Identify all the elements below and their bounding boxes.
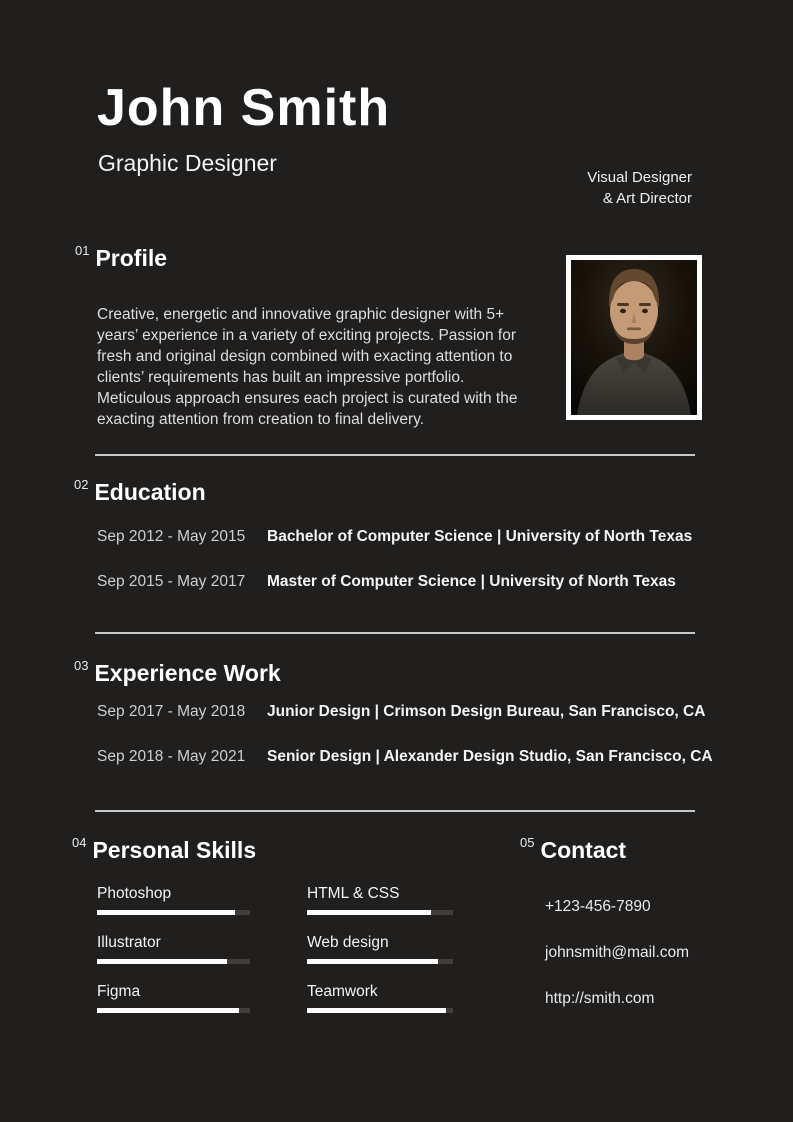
tagline-line-2: & Art Director — [602, 190, 692, 207]
skill-bar-track — [97, 1008, 250, 1013]
contact-email: johnsmith@mail.com — [545, 944, 690, 961]
section-head-education — [74, 477, 206, 504]
person-name: John Smith — [97, 79, 391, 137]
experience-dates: Sep 2017 - May 2018 — [97, 703, 246, 720]
skill-label: HTML & CSS — [307, 885, 400, 902]
section-head-experience — [74, 658, 281, 685]
skill-bar-fill — [97, 910, 235, 915]
section-heading-experience: Experience Work — [94, 660, 281, 686]
skill-web-design — [307, 934, 453, 964]
skill-figma — [97, 983, 250, 1013]
skills-column-1 — [97, 885, 250, 1032]
skill-label: Teamwork — [307, 983, 378, 1000]
skill-teamwork — [307, 983, 453, 1013]
skill-photoshop — [97, 885, 250, 915]
skill-bar-track — [97, 910, 250, 915]
section-number-profile: 01 — [75, 243, 90, 258]
tagline-line-1: Visual Designer — [587, 169, 692, 186]
portrait-illustration — [571, 260, 697, 415]
education-degree: Bachelor of Computer Science | University of North Texas — [267, 528, 693, 545]
section-heading-contact: Contact — [540, 837, 627, 863]
skill-html-css — [307, 885, 453, 915]
education-row — [97, 573, 697, 591]
skill-bar-fill — [97, 1008, 239, 1013]
experience-row — [97, 703, 706, 721]
section-heading-education: Education — [94, 479, 206, 505]
skill-illustrator — [97, 934, 250, 964]
experience-rows — [97, 703, 713, 793]
section-number-skills: 04 — [72, 835, 87, 850]
contact-website: http://smith.com — [545, 990, 655, 1007]
experience-dates: Sep 2018 - May 2021 — [97, 748, 246, 765]
skills-column-2 — [307, 885, 453, 1032]
divider — [95, 632, 695, 634]
education-rows — [97, 528, 697, 618]
experience-row — [97, 748, 713, 766]
contact-list — [545, 898, 689, 1036]
tagline — [587, 167, 692, 209]
person-job-title: Graphic Designer — [98, 150, 277, 176]
divider — [95, 454, 695, 456]
skill-label: Photoshop — [97, 885, 172, 902]
divider — [95, 810, 695, 812]
skill-label: Illustrator — [97, 934, 161, 951]
education-dates: Sep 2012 - May 2015 — [97, 528, 246, 545]
education-dates: Sep 2015 - May 2017 — [97, 573, 246, 590]
skill-label: Figma — [97, 983, 141, 1000]
skill-bar-fill — [307, 910, 431, 915]
section-head-profile — [75, 243, 167, 270]
skill-bar-fill — [307, 959, 438, 964]
section-head-contact — [520, 835, 626, 862]
profile-summary: Creative, energetic and innovative graphic designer with 5+ years’ experience in a variety of exciting projects. Passion for fresh and original design combined with exacting attention to clients’ requirements has built an impressive portfolio. Meticulous approach ensures each project is curated with the exacting attention from creation to final delivery. — [97, 305, 518, 428]
experience-position: Junior Design | Crimson Design Bureau, San Francisco, CA — [267, 703, 706, 720]
portrait-photo — [566, 255, 702, 420]
section-number-education: 02 — [74, 477, 89, 492]
section-head-skills — [72, 835, 256, 862]
education-row — [97, 528, 697, 546]
skills-grid — [97, 885, 453, 1032]
skill-bar-track — [307, 959, 453, 964]
skill-bar-fill — [307, 1008, 446, 1013]
skill-bar-fill — [97, 959, 227, 964]
skill-bar-track — [307, 1008, 453, 1013]
skill-label: Web design — [307, 934, 389, 951]
section-heading-skills: Personal Skills — [92, 837, 257, 863]
section-number-contact: 05 — [520, 835, 535, 850]
section-number-experience: 03 — [74, 658, 89, 673]
experience-position: Senior Design | Alexander Design Studio, San Francisco, CA — [267, 748, 713, 765]
skill-bar-track — [97, 959, 250, 964]
section-heading-profile: Profile — [95, 245, 168, 271]
contact-phone: +123-456-7890 — [545, 898, 651, 915]
skill-bar-track — [307, 910, 453, 915]
education-degree: Master of Computer Science | University of North Texas — [267, 573, 676, 590]
